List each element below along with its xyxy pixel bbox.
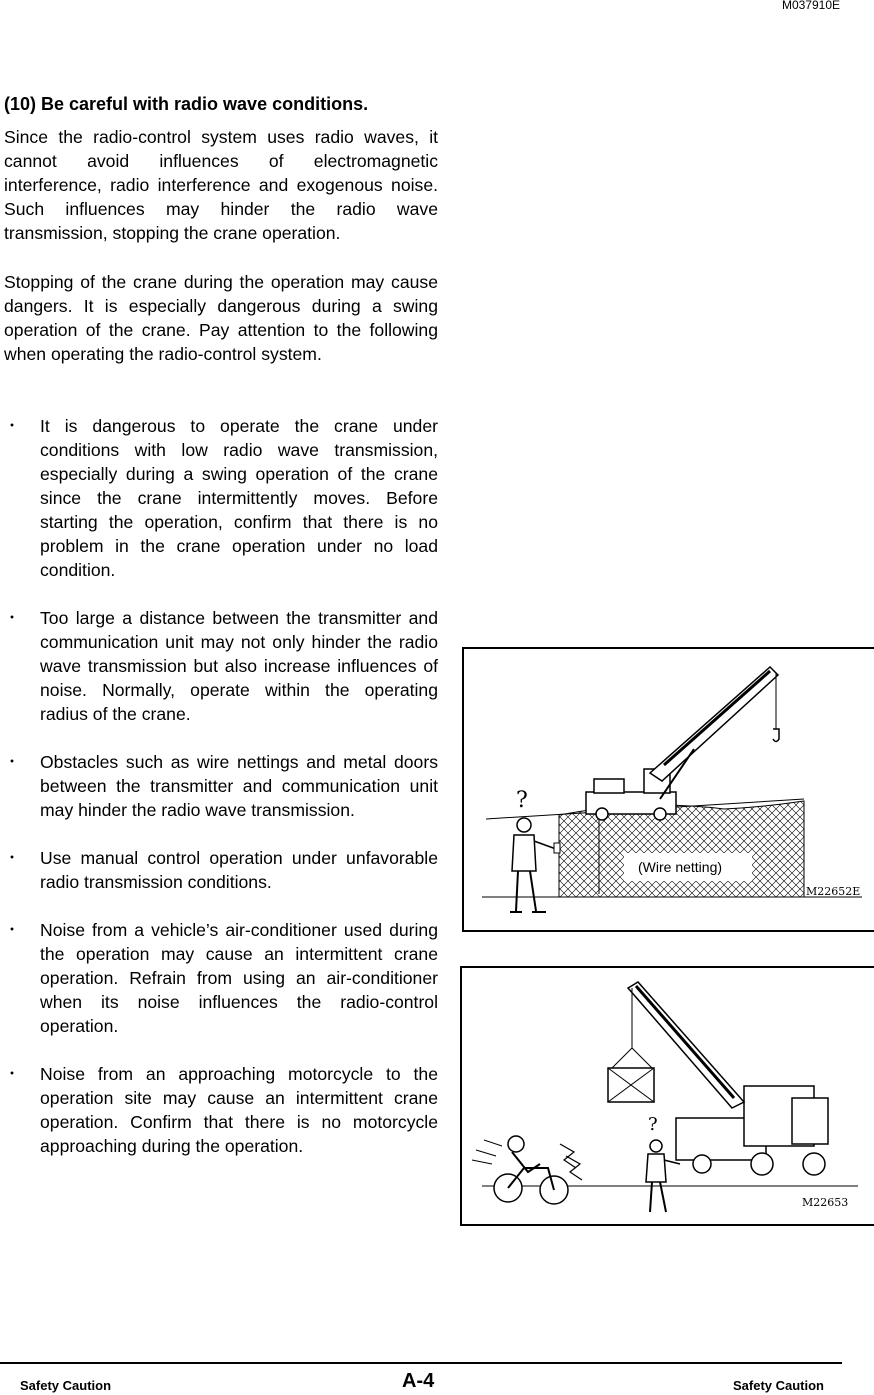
footer-rule [0,1362,842,1364]
list-item-text: Use manual control operation under unfavorable radio transmission conditions. [40,848,438,892]
operator-figure [510,818,560,912]
motorcycle-illustration [462,968,874,1224]
document-code: M037910E [781,0,840,12]
crane-truck [586,667,779,820]
bullet-mark: ・ [4,1064,21,1083]
list-item [4,846,438,894]
motorcycle-figure [460,966,874,1226]
list-item-text: Too large a distance between the transmitter and communication unit may not only hinder the radio wave transmission but also increase influences of noise. Normally, operate within the operating radius of the crane. [40,608,438,724]
bullet-mark: ・ [4,848,21,867]
crane-boom [650,667,778,781]
page-number: A-4 [402,1370,435,1392]
figure-code: M22653 [802,1196,849,1209]
figure-code: M22652E [806,885,861,898]
list-item [4,750,438,822]
motorcycle [472,1136,582,1204]
footer-right-label: Safety Caution [732,1378,824,1393]
list-item-text: Noise from an approaching motorcycle to the operation site may cause an intermittent crane operation. Confirm that there is no motorcycle approaching during the operation. [40,1064,438,1156]
list-item [4,414,438,582]
wire-netting-illustration [464,649,874,930]
list-item-text: Noise from a vehicle’s air-conditioner used during the operation may cause an intermittent crane operation. Refrain from using an air-conditioner when its noise influences the radio-control operation. [40,920,438,1036]
wire-netting-label: (Wire netting) [638,859,723,875]
list-item-text: Obstacles such as wire nettings and metal doors between the transmitter and communication unit may hinder the radio wave transmission. [40,752,438,820]
wire-netting-figure [462,647,874,932]
intro-paragraph: Since the radio-control system uses radio waves, it cannot avoid influences of electromagnetic interference, radio interference and exogenous noise. Such influences may hinder the radio wave transmission, stopping the crane operation. [4,127,438,243]
list-item-text: It is dangerous to operate the crane under conditions with low radio wave transmission, especially during a swing operation of the crane since the crane intermittently moves. Before starting the operation, confirm that there is no problem in the crane operation under no load condition. [40,416,438,580]
question-mark: ? [516,788,528,813]
hook-icon [773,729,779,742]
footer-left-label: Safety Caution [20,1378,112,1393]
list-item [4,1062,438,1158]
bullet-mark: ・ [4,608,21,627]
bullet-mark: ・ [4,752,21,771]
bullet-mark: ・ [4,920,21,939]
warning-paragraph: Stopping of the crane during the operation may cause dangers. It is especially dangerous during a swing operation of the crane. Pay attention to the following when operating the radio-control system. [4,272,438,364]
bullet-mark: ・ [4,416,21,435]
operator-figure [646,1140,680,1212]
precaution-list [4,414,438,1182]
question-mark: ? [648,1114,658,1135]
crane-truck [608,982,828,1175]
section-title: (10) Be careful with radio wave conditions. [4,94,369,114]
list-item [4,918,438,1038]
list-item [4,606,438,726]
